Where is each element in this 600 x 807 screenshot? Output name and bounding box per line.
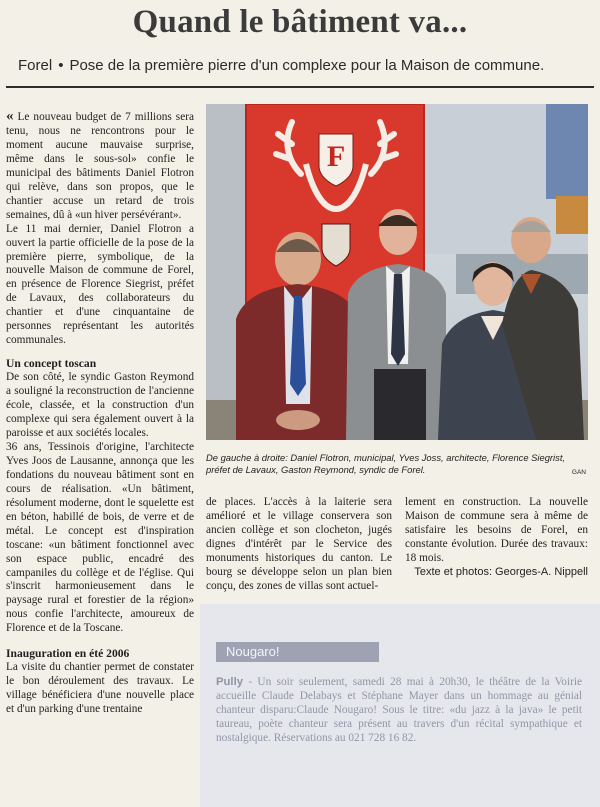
article-subtitle [18, 57, 588, 74]
paragraph-2: Le 11 mai dernier, Daniel Flotron a ouvert la partie officielle de la pose de la première pierre, symbolique, de la nouvelle Maison de commune de Forel, en présence de Florence Siegrist, préfet de Lavaux, des collaborateurs du chantier et d'une cinquantaine de personnes représentant les autorités communales. [6, 222, 194, 347]
paragraph-1-text: Le nouveau budget de 7 millions sera tenu, nous ne rencontrons pour le moment aucune mauvaise surprise, même dans le sous-sol» confie le municipal des bâtiments Daniel Flotron qui relève, dans son propos, que le chantier accuse un retard de trois semaines, dû à «un hiver persévérant». [6, 111, 194, 221]
nougaro-box-body [216, 675, 582, 745]
nougaro-text: - Un soir seulement, samedi 28 mai à 20h30, le théâtre de la Voirie accueille Claude Delabays et Stéphane Mayer dans un hommage au génial chanteur disparu:Claude Nougaro! Sous le titre: «du jazz à la java» le petit taureau, poète chanteur sera présent au travers d'un récital sympathique et nostalgique. Réservations au 021 728 16 82. [216, 676, 582, 744]
section-heading-inauguration: Inauguration en été 2006 [6, 647, 130, 661]
group-photo-illustration [206, 104, 588, 440]
banner-letter: F [326, 140, 346, 173]
quote-mark: « [6, 108, 14, 124]
article-column-3 [405, 496, 588, 580]
column-2-paragraph: de places. L'accès à la laiterie sera amélioré et le village conservera son ancien collège et son clocheton, jugés dignes d'intérêt par le Service des monuments historiques du canton. Le bourg se développe selon un plan bien conçu, des zones de villas sont actuel- [206, 496, 392, 592]
article-column-2 [206, 496, 392, 594]
photo-tag: GAN [571, 469, 586, 476]
header-rule [6, 86, 594, 88]
column-3-paragraph: lement en construction. La nouvelle Maison de commune sera à même de satisfaire les besoins de Forel, en constante évolution. Durée des travaux: 18 mois. [405, 496, 588, 564]
nougaro-place: Pully [216, 676, 243, 688]
subtitle-text: Pose de la première pierre d'un complexe pour la Maison de commune. [69, 57, 545, 74]
nougaro-box-title: Nougaro! [216, 642, 379, 662]
paragraph-4: 36 ans, Tessinois d'origine, l'architecte Yves Joos de Lausanne, annonça que les fondations du nouveau bâtiment sont en cours de réalisation. «Un bâtiment, résolument moderne, dont le squelette est en béton, habillé de bois, de verre et de métal. Le concept est d'inspiration toscane: «un bâtiment fonctionnel avec son espace public, encadré des campaniles du collège et de l'église. Qui s'inscrit harmonieusement dans le paysage rural et forestier de la région» nous confie l'architecte, amoureux de Florence et de la Toscane. [6, 440, 194, 635]
nougaro-box [200, 604, 600, 807]
section-heading-concept: Un concept toscan [6, 357, 97, 371]
photo-credit: Texte et photos: Georges-A. Nippell [414, 565, 588, 578]
photo-caption [206, 452, 588, 476]
bullet-separator: • [58, 57, 64, 74]
paragraph-3: De son côté, le syndic Gaston Reymond a souligné la reconstruction de l'ancienne école, classée, et la construction d'un complexe qui sera également ouvert à la paroisse et aux sociétés locales. [6, 371, 194, 439]
paragraph-5: La visite du chantier permet de constater le bon déroulement des travaux. Le village bénéficiera d'une nouvelle place et d'un parking d'une trentaine [6, 661, 194, 716]
article-title: Quand le bâtiment va... [132, 4, 468, 40]
article-column-1 [6, 110, 194, 717]
caption-text: De gauche à droite: Daniel Flotron, municipal, Yves Joss, architecte, Florence Siegrist, préfet de Lavaux, Gaston Reymond, syndic de Forel. [206, 452, 566, 475]
locality-label: Forel [18, 57, 53, 74]
paragraph-1 [6, 110, 194, 223]
article-photo [206, 104, 588, 440]
